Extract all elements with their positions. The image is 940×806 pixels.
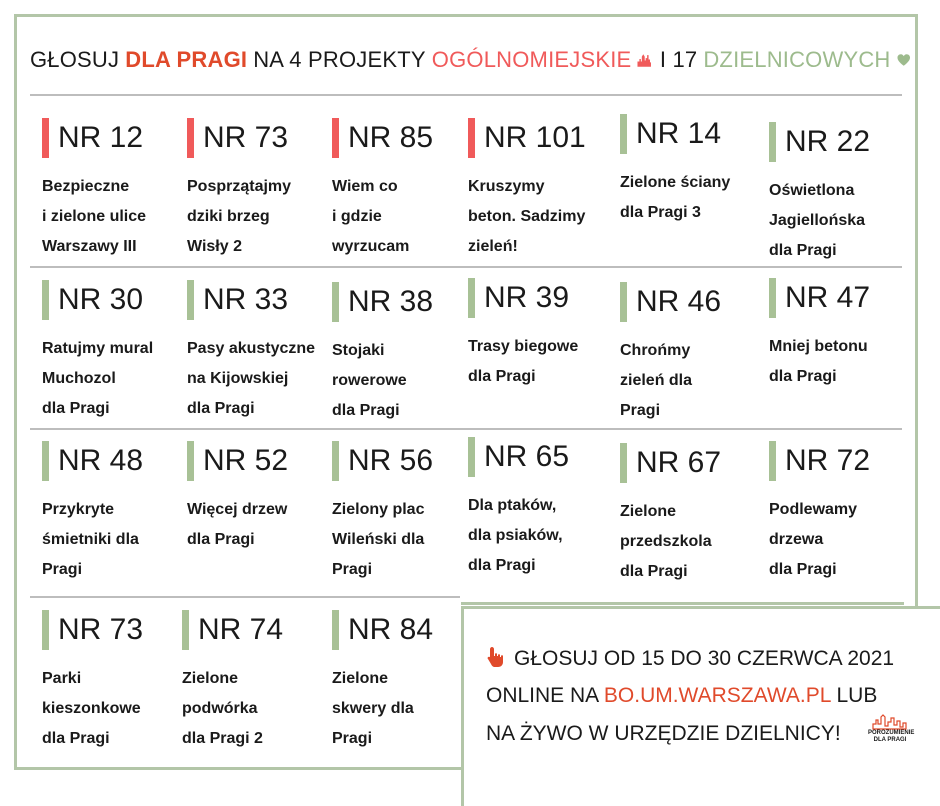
project-badge [332, 610, 478, 650]
project-badge [332, 282, 478, 322]
project-title: Zielone przedszkola dla Pragi [620, 503, 712, 580]
project-number: NR 67 [636, 446, 722, 479]
citywide-marker [187, 118, 194, 158]
project-card [769, 278, 915, 392]
district-marker [468, 437, 475, 477]
project-badge [468, 437, 614, 477]
project-card [42, 118, 188, 262]
project-card [468, 278, 614, 392]
project-number: NR 12 [58, 121, 144, 154]
project-badge [42, 441, 188, 481]
project-badge [468, 278, 614, 318]
project-number: NR 46 [636, 285, 722, 318]
project-title: Wiem co i gdzie wyrzucam [332, 178, 410, 255]
project-title: Parki kieszonkowe dla Pragi [42, 670, 141, 747]
district-marker [620, 282, 627, 322]
logo-text: POROZUMIENIE DLA PRAGI [868, 730, 915, 743]
project-badge [769, 441, 915, 481]
project-badge [187, 441, 333, 481]
project-badge [42, 118, 188, 158]
district-marker [468, 278, 475, 318]
project-title: Oświetlona Jagiellońska dla Pragi [769, 182, 866, 259]
project-title: Więcej drzew dla Pragi [187, 501, 288, 548]
project-card [332, 118, 478, 262]
project-title: Mniej betonu dla Pragi [769, 338, 868, 385]
project-card [187, 118, 333, 262]
project-badge [187, 118, 333, 158]
project-title: Pasy akustyczne na Kijowskiej dla Pragi [187, 340, 316, 417]
project-badge [620, 282, 766, 322]
project-card [769, 441, 915, 585]
project-title: Zielony plac Wileński dla Pragi [332, 501, 425, 578]
porozumienie-logo [868, 714, 915, 746]
project-card [42, 441, 188, 585]
header-citywide: OGÓLNOMIEJSKIE [431, 47, 632, 72]
project-title: Zielone skwery dla Pragi [332, 670, 414, 747]
project-badge [42, 610, 188, 650]
project-title: Podlewamy drzewa dla Pragi [769, 501, 858, 578]
project-number: NR 14 [636, 117, 722, 150]
project-title: Zielone ściany dla Pragi 3 [620, 174, 731, 221]
district-marker [42, 610, 49, 650]
pointing-hand-icon [486, 646, 506, 668]
project-number: NR 30 [58, 283, 144, 316]
project-number: NR 74 [198, 613, 284, 646]
project-title: Przykryte śmietniki dla Pragi [42, 501, 139, 578]
project-badge [769, 278, 915, 318]
vote-dates [486, 646, 894, 671]
header-district: DZIELNICOWYCH [703, 47, 891, 72]
project-badge [182, 610, 328, 650]
citywide-marker [468, 118, 475, 158]
header-four-projects: NA 4 PROJEKTY [253, 47, 426, 72]
project-number: NR 22 [785, 125, 871, 158]
district-marker [769, 278, 776, 318]
district-marker [769, 122, 776, 162]
project-badge [187, 280, 333, 320]
project-number: NR 84 [348, 613, 434, 646]
project-number: NR 56 [348, 444, 434, 477]
project-number: NR 101 [484, 121, 586, 154]
project-card [620, 443, 766, 587]
project-number: NR 73 [203, 121, 289, 154]
project-number: NR 52 [203, 444, 289, 477]
citywide-marker [42, 118, 49, 158]
project-title: Stojaki rowerowe dla Pragi [332, 342, 407, 419]
project-card [187, 280, 333, 424]
project-card [42, 610, 188, 754]
project-badge [42, 280, 188, 320]
header-seventeen: I 17 [659, 47, 698, 72]
project-number: NR 38 [348, 285, 434, 318]
vote-in-person [486, 722, 841, 746]
project-number: NR 65 [484, 440, 570, 473]
project-title: Chrońmy zieleń dla Pragi [620, 342, 693, 419]
vote-online-suffix: LUB [836, 684, 878, 707]
divider-row1 [30, 266, 902, 268]
district-marker [332, 282, 339, 322]
vote-in-person-text: NA ŻYWO W URZĘDZIE DZIELNICY! [486, 722, 841, 745]
district-marker [332, 441, 339, 481]
project-badge [620, 443, 766, 483]
project-badge [332, 118, 478, 158]
project-title: Dla ptaków, dla psiaków, dla Pragi [468, 497, 563, 574]
project-card [620, 282, 766, 426]
citywide-marker [332, 118, 339, 158]
project-card [332, 282, 478, 426]
project-card [42, 280, 188, 424]
project-badge [620, 114, 766, 154]
poster-header [30, 42, 910, 78]
project-number: NR 48 [58, 444, 144, 477]
project-badge [769, 122, 915, 162]
project-card [468, 118, 614, 262]
district-marker [620, 443, 627, 483]
district-marker [620, 114, 627, 154]
project-number: NR 33 [203, 283, 289, 316]
project-badge [332, 441, 478, 481]
project-title: Posprzątajmy dziki brzeg Wisły 2 [187, 178, 292, 255]
project-card [332, 441, 478, 585]
project-title: Ratujmy mural Muchozol dla Pragi [42, 340, 154, 417]
project-number: NR 47 [785, 281, 871, 314]
district-marker [769, 441, 776, 481]
divider-row2 [30, 428, 902, 430]
header-vote-word: GŁOSUJ [30, 47, 120, 72]
project-title: Kruszymy beton. Sadzimy zieleń! [468, 178, 586, 255]
divider-top [30, 94, 902, 96]
district-marker [187, 280, 194, 320]
project-number: NR 72 [785, 444, 871, 477]
vote-online-prefix: ONLINE NA [486, 684, 599, 707]
project-card [620, 114, 766, 228]
project-card [332, 610, 478, 754]
project-title: Zielone podwórka dla Pragi 2 [182, 670, 263, 747]
project-title: Trasy biegowe dla Pragi [468, 338, 579, 385]
project-card [182, 610, 328, 754]
vote-url-link[interactable]: BO.UM.WARSZAWA.PL [603, 684, 831, 707]
logo-skyline-icon [872, 714, 908, 730]
divider-row3 [30, 596, 460, 598]
project-number: NR 85 [348, 121, 434, 154]
district-marker [42, 280, 49, 320]
city-skyline-icon [637, 45, 651, 75]
divider-row3-right [461, 602, 904, 605]
vote-online [486, 684, 877, 708]
project-number: NR 73 [58, 613, 144, 646]
district-marker [182, 610, 189, 650]
project-card [468, 437, 614, 581]
district-marker [42, 441, 49, 481]
project-number: NR 39 [484, 281, 570, 314]
project-card [769, 122, 915, 266]
district-marker [187, 441, 194, 481]
district-marker [332, 610, 339, 650]
project-card [187, 441, 333, 555]
vote-dates-text: GŁOSUJ OD 15 DO 30 CZERWCA 2021 [514, 647, 895, 670]
header-dla-pragi: DLA PRAGI [125, 47, 248, 72]
project-title: Bezpieczne i zielone ulice Warszawy III [42, 178, 147, 255]
project-badge [468, 118, 614, 158]
heart-icon [897, 47, 910, 73]
